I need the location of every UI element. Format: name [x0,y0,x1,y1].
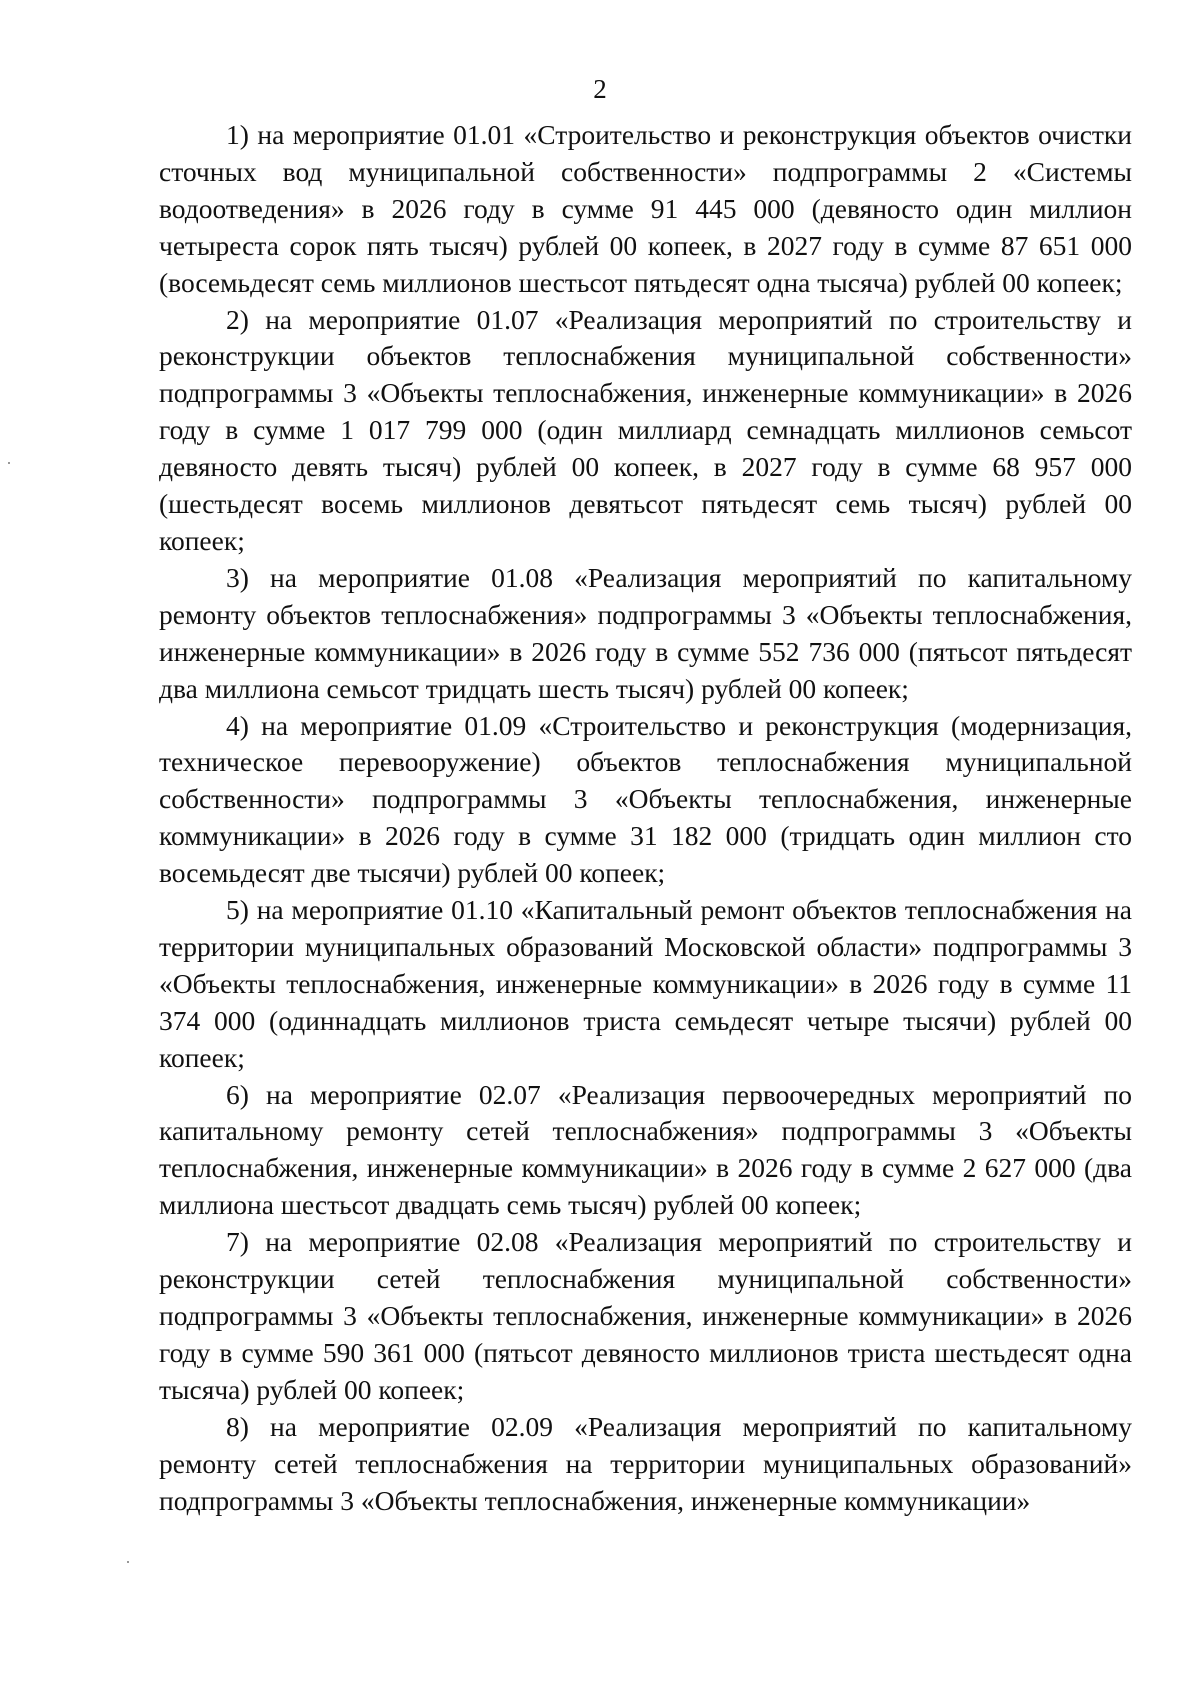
paragraph-item-7: 7) на мероприятие 02.08 «Реализация мероприятий по строительству и реконструкции сетей теплоснабжения муниципальной собственности» подпрограммы 3 «Объекты теплоснабжения, инженерные коммуникации» в 2026 году в сумме 590 361 000 (пятьсот девяносто миллионов триста шестьдесят одна тысяча) рублей 00 копеек; [159,1226,1132,1405]
scan-speck [8,462,10,464]
paragraph-item-8: 8) на мероприятие 02.09 «Реализация мероприятий по капитальному ремонту сетей теплоснабжения на территории муниципальных образований» подпрограммы 3 «Объекты теплоснабжения, инженерные коммуникации» [159,1410,1132,1516]
paragraph-item-5: 5) на мероприятие 01.10 «Капитальный ремонт объектов теплоснабжения на территории муниципальных образований Московской области» подпрограммы 3 «Объекты теплоснабжения, инженерные коммуникации» в 2026 году в сумме 11 374 000 (одиннадцать миллионов триста семьдесят четыре тысячи) рублей 00 копеек; [159,894,1132,1073]
page-number: 2 [593,74,607,104]
paragraph-item-4: 4) на мероприятие 01.09 «Строительство и реконструкция (модернизация, техническое перевооружение) объектов теплоснабжения муниципальной собственности» подпрограммы 3 «Объекты теплоснабжения, инженерные коммуникации» в 2026 году в сумме 31 182 000 (тридцать один миллион сто восемьдесят две тысячи) рублей 00 копеек; [159,709,1132,889]
paragraph-item-6: 6) на мероприятие 02.07 «Реализация первоочередных мероприятий по капитальному ремонту сетей теплоснабжения» подпрограммы 3 «Объекты теплоснабжения, инженерные коммуникации» в 2026 году в сумме 2 627 000 (два миллиона шестьсот двадцать семь тысяч) рублей 00 копеек; [159,1078,1132,1221]
paragraph-item-2: 2) на мероприятие 01.07 «Реализация мероприятий по строительству и реконструкции объектов теплоснабжения муниципальной собственности» подпрограммы 3 «Объекты теплоснабжения, инженерные коммуникации» в 2026 году в сумме 1 017 799 000 (один миллиард семнадцать миллионов семьсот девяносто девять тысяч) рублей 00 копеек, в 2027 году в сумме 68 957 000 (шестьдесят восемь миллионов девятьсот пятьдесят семь тысяч) рублей 00 копеек; [159,303,1132,556]
paragraph-item-1: 1) на мероприятие 01.01 «Строительство и реконструкция объектов очистки сточных вод муниципальной собственности» подпрограммы 2 «Системы водоотведения» в 2026 году в сумме 91 445 000 (девяносто один миллион четыреста сорок пять тысяч) рублей 00 копеек, в 2027 году в сумме 87 651 000 (восемьдесят семь миллионов шестьсот пятьдесят одна тысяча) рублей 00 копеек; [159,119,1132,298]
document-body [159,117,1132,1519]
scan-speck [127,1561,129,1563]
paragraph-item-3: 3) на мероприятие 01.08 «Реализация мероприятий по капитальному ремонту объектов теплоснабжения» подпрограммы 3 «Объекты теплоснабжения, инженерные коммуникации» в 2026 году в сумме 552 736 000 (пятьсот пятьдесят два миллиона семьсот тридцать шесть тысяч) рублей 00 копеек; [159,561,1132,704]
